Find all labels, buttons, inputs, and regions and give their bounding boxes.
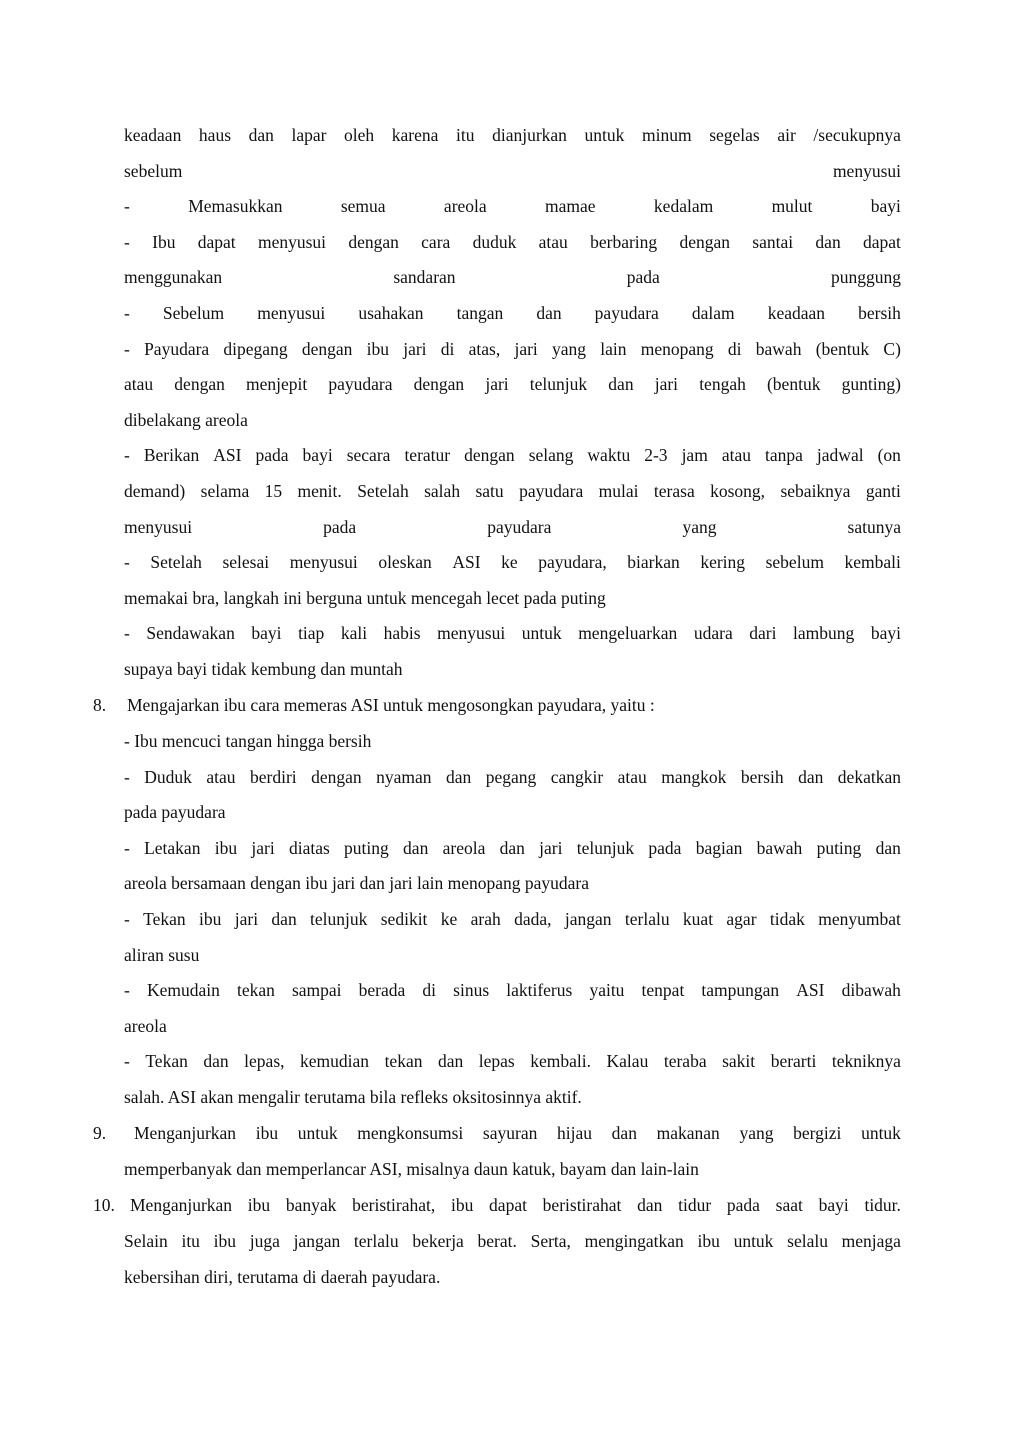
text-line: areola bersamaan dengan ibu jari dan jari lain menopang payudara <box>124 873 590 894</box>
text-line: demand) selama 15 menit. Setelah salah satu payudara mulai terasa kosong, sebaiknya ganti <box>124 480 901 501</box>
text-line: - Sebelum menyusui usahakan tangan dan payudara dalam keadaan bersih <box>124 302 901 323</box>
text-line: aliran susu <box>124 944 200 965</box>
text-line: - Berikan ASI pada bayi secara teratur dengan selang waktu 2-3 jam atau tanpa jadwal (on <box>124 445 901 466</box>
text-line: salah. ASI akan mengalir terutama bila refleks oksitosinnya aktif. <box>124 1086 582 1107</box>
list-item-9-cont <box>124 1152 901 1188</box>
list-item-10-cont <box>124 1224 901 1295</box>
text-line: - Payudara dipegang dengan ibu jari di atas, jari yang lain menopang di bawah (bentuk C) <box>124 338 901 359</box>
text-line: Selain itu ibu juga jangan terlalu bekerja berat. Serta, mengingatkan ibu untuk selalu menjaga <box>124 1231 901 1251</box>
list-number-10: 10. <box>93 1195 115 1215</box>
text-line: - Letakan ibu jari diatas puting dan areola dan jari telunjuk pada bagian bawah puting dan <box>124 837 901 858</box>
list-number-9: 9. <box>93 1123 107 1143</box>
text-line: sebelum menyusui <box>124 160 901 181</box>
breastfeeding-steps <box>124 118 901 688</box>
text-line: - Kemudain tekan sampai berada di sinus laktiferus yaitu tenpat tampungan ASI dibawah <box>124 980 901 1001</box>
list-number-8: 8. <box>93 695 107 715</box>
text-line: areola <box>124 1015 167 1036</box>
text-line: supaya bayi tidak kembung dan muntah <box>124 658 403 679</box>
list-item-10-text <box>130 1188 901 1224</box>
text-line: - Ibu mencuci tangan hingga bersih <box>124 731 372 751</box>
text-line: - Ibu dapat menyusui dengan cara duduk atau berbaring dengan santai dan dapat <box>124 231 901 252</box>
text-line: - Setelah selesai menyusui oleskan ASI ke payudara, biarkan kering sebelum kembali <box>124 552 901 573</box>
text-line: memakai bra, langkah ini berguna untuk mencegah lecet pada puting <box>124 587 606 608</box>
text-line: atau dengan menjepit payudara dengan jari telunjuk dan jari tengah (bentuk gunting) <box>124 374 901 395</box>
text-line: - Tekan dan lepas, kemudian tekan dan lepas kembali. Kalau teraba sakit berarti tekniknya <box>124 1051 901 1072</box>
list-item-8-steps <box>124 724 901 1116</box>
text-line: keadaan haus dan lapar oleh karena itu dianjurkan untuk minum segelas air /secukupnya <box>124 125 901 145</box>
list-item-9-text <box>134 1116 901 1152</box>
text-line: memperbanyak dan memperlancar ASI, misalnya daun katuk, bayam dan lain-lain <box>124 1159 699 1179</box>
text-line: - Sendawakan bayi tiap kali habis menyusui untuk mengeluarkan udara dari lambung bayi <box>124 623 901 644</box>
text-line: dibelakang areola <box>124 409 248 430</box>
text-line: menggunakan sandaran pada punggung <box>124 267 901 288</box>
text-line: - Memasukkan semua areola mamae kedalam mulut bayi <box>124 196 901 217</box>
text-line: kebersihan diri, terutama di daerah payudara. <box>124 1266 441 1287</box>
list-item-8-text <box>127 688 901 724</box>
text-line: pada payudara <box>124 802 226 823</box>
text-line: Menganjurkan ibu untuk mengkonsumsi sayuran hijau dan makanan yang bergizi untuk <box>134 1123 901 1143</box>
text-line: Mengajarkan ibu cara memeras ASI untuk mengosongkan payudara, yaitu : <box>127 695 655 715</box>
text-line: menyusui pada payudara yang satunya <box>124 516 901 537</box>
text-line: - Tekan ibu jari dan telunjuk sedikit ke arah dada, jangan terlalu kuat agar tidak menyumbat <box>124 908 901 929</box>
text-line: Menganjurkan ibu banyak beristirahat, ibu dapat beristirahat dan tidur pada saat bayi tidur. <box>130 1195 901 1215</box>
text-line: - Duduk atau berdiri dengan nyaman dan pegang cangkir atau mangkok bersih dan dekatkan <box>124 766 901 787</box>
